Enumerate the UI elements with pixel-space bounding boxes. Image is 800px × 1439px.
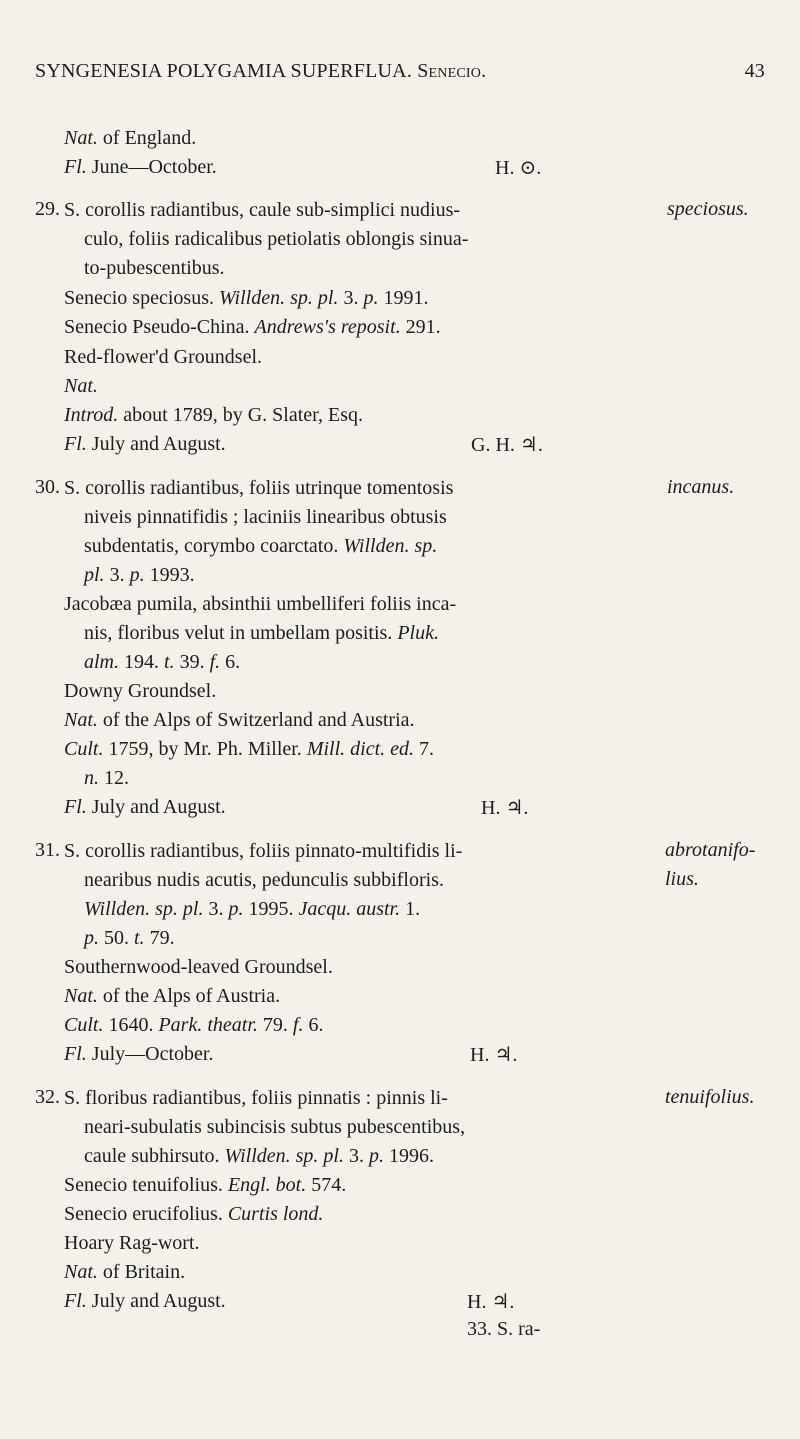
habitat-symbol: H. ♃. — [481, 797, 529, 819]
flowering-line: Fl. July and August. — [64, 796, 226, 818]
flowering-line: Fl. July and August. — [64, 433, 226, 455]
native-line: Nat. — [64, 375, 98, 397]
species-name: incanus. — [667, 476, 735, 498]
native-line: Nat. of the Alps of Austria. — [64, 985, 281, 1007]
cultivated-line: Cult. 1759, by Mr. Ph. Miller. Mill. dict. ed. 7. — [64, 738, 435, 760]
entry-number: 30. — [35, 476, 60, 498]
entry-text-line: to-pubescentibus. — [84, 257, 225, 279]
entry-number: 29. — [35, 198, 60, 220]
page-number: 43 — [744, 60, 765, 82]
habitat-symbol: H. ♃. — [467, 1291, 515, 1313]
top-nat-line: Nat. of England. — [64, 127, 197, 149]
entry-text-line: S. corollis radiantibus, foliis pinnato-multifidis li- — [64, 840, 463, 862]
citation-line: Senecio speciosus. Willden. sp. pl. 3. p. 1991. — [64, 287, 429, 309]
entry-text-line: S. corollis radiantibus, foliis utrinque tomentosis — [64, 477, 454, 499]
entry-text-line: S. corollis radiantibus, caule sub-simplici nudius- — [64, 199, 461, 221]
entry-text-line: neari-subulatis subincisis subtus pubescentibus, — [84, 1116, 466, 1138]
entry-text-line: niveis pinnatifidis ; laciniis linearibus obtusis — [84, 506, 447, 528]
cultivated-line: n. 12. — [84, 767, 129, 789]
entry-number: 32. — [35, 1086, 60, 1108]
entry-text-line: caule subhirsuto. Willden. sp. pl. 3. p. 1996. — [84, 1145, 434, 1167]
citation-line: alm. 194. t. 39. f. 6. — [84, 651, 241, 673]
entry-text-line: pl. 3. p. 1993. — [84, 564, 195, 586]
species-name-continued: lius. — [665, 868, 699, 890]
citation-line: Senecio erucifolius. Curtis lond. — [64, 1203, 324, 1225]
citation-line: Senecio Pseudo-China. Andrews's reposit. 291. — [64, 316, 441, 338]
flowering-line: Fl. July and August. — [64, 1290, 226, 1312]
species-name: speciosus. — [667, 198, 749, 220]
citation-line: Willden. sp. pl. 3. p. 1995. Jacqu. austr. 1. — [84, 898, 421, 920]
entry-number: 31. — [35, 839, 60, 861]
citation-line: Senecio tenuifolius. Engl. bot. 574. — [64, 1174, 347, 1196]
common-name: Hoary Rag-wort. — [64, 1232, 200, 1254]
running-title: SYNGENESIA POLYGAMIA SUPERFLUA. Senecio. — [35, 60, 487, 82]
entry-text-line: culo, foliis radicalibus petiolatis oblongis sinua- — [84, 228, 469, 250]
flowering-line: Fl. July—October. — [64, 1043, 214, 1065]
running-header — [35, 60, 765, 84]
introduced-line: Introd. about 1789, by G. Slater, Esq. — [64, 404, 363, 426]
citation-line: nis, floribus velut in umbellam positis. Pluk. — [84, 622, 439, 644]
native-line: Nat. of the Alps of Switzerland and Austria. — [64, 709, 415, 731]
citation-line: Jacobæa pumila, absinthii umbelliferi foliis inca- — [64, 593, 457, 615]
habitat-symbol: H. ♃. — [470, 1044, 518, 1066]
cultivated-line: Cult. 1640. Park. theatr. 79. f. 6. — [64, 1014, 324, 1036]
citation-line: p. 50. t. 79. — [84, 927, 175, 949]
entry-text-line: nearibus nudis acutis, pedunculis subbifloris. — [84, 869, 444, 891]
habitat-symbol: H. ⊙. — [495, 157, 542, 179]
native-line: Nat. of Britain. — [64, 1261, 186, 1283]
catchword: 33. S. ra- — [467, 1318, 541, 1340]
common-name: Downy Groundsel. — [64, 680, 217, 702]
common-name: Southernwood-leaved Groundsel. — [64, 956, 333, 978]
common-name: Red-flower'd Groundsel. — [64, 346, 262, 368]
top-fl-line: Fl. June—October. — [64, 156, 217, 178]
entry-text-line: subdentatis, corymbo coarctato. Willden. sp. — [84, 535, 438, 557]
species-name: tenuifolius. — [665, 1086, 755, 1108]
entry-text-line: S. floribus radiantibus, foliis pinnatis : pinnis li- — [64, 1087, 448, 1109]
species-name: abrotanifo- — [665, 839, 756, 861]
habitat-symbol: G. H. ♃. — [471, 434, 543, 456]
